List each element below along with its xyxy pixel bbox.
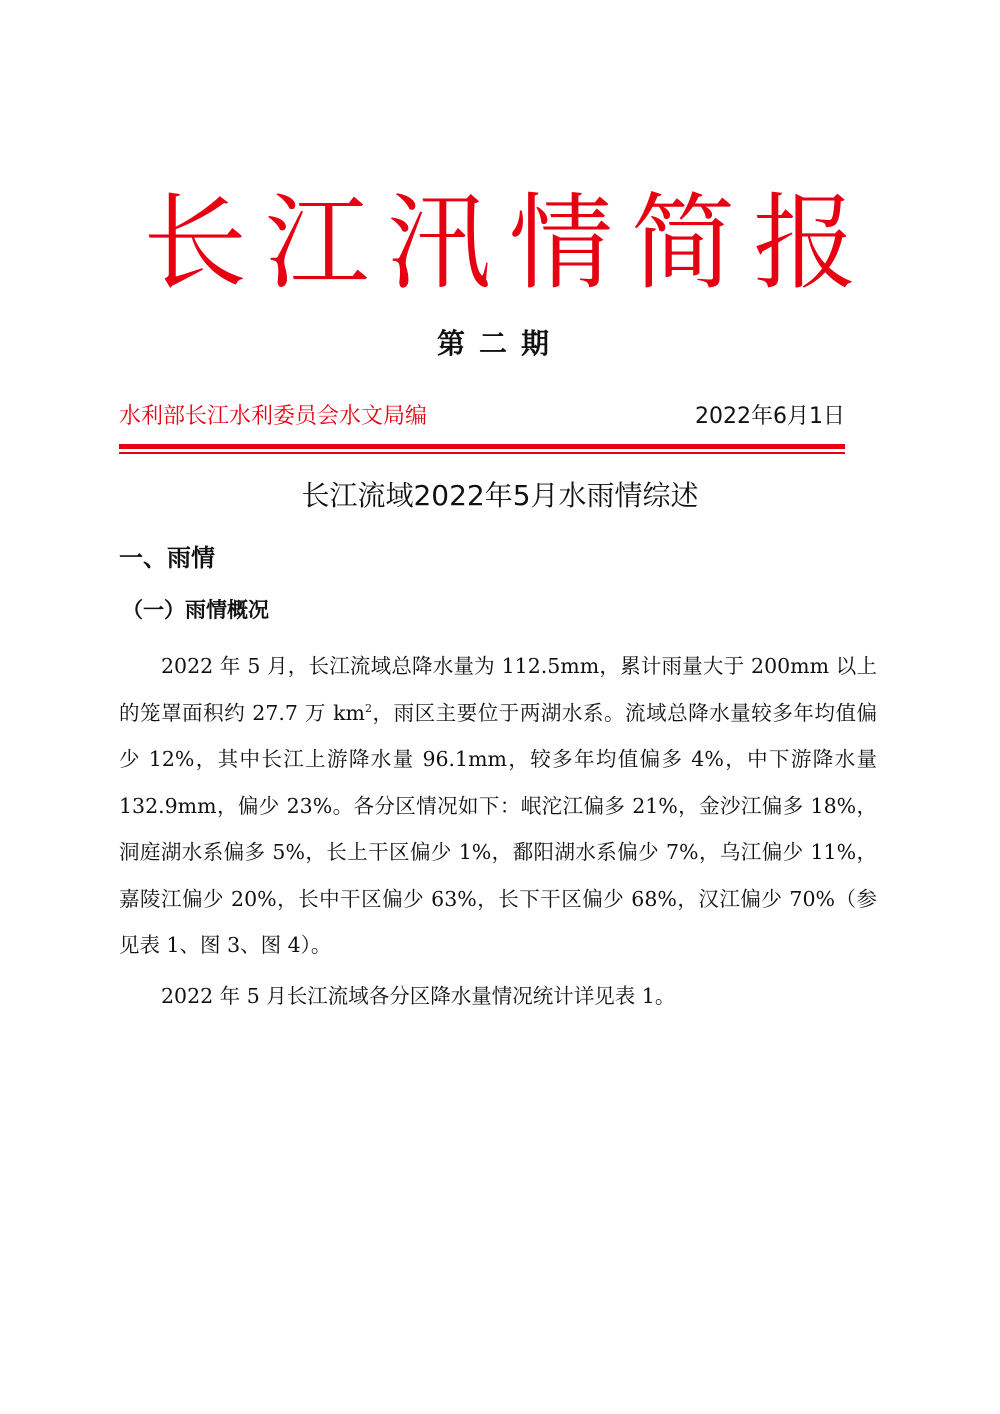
issue-number — [0, 322, 1000, 366]
body-paragraph-1 — [119, 643, 877, 969]
issue-number-text: 第二期 — [436, 327, 563, 360]
section-heading: 一、雨情 — [119, 544, 215, 572]
body-paragraph-2: 2022 年 5 月长江流域各分区降水量情况统计详见表 1。 — [161, 984, 676, 1008]
red-divider-thin — [119, 452, 845, 454]
subsection-heading: （一）雨情概况 — [122, 598, 269, 622]
publisher: 水利部长江水利委员会水文局编 — [119, 404, 428, 429]
publisher-row — [119, 398, 845, 438]
publish-date: 2022年6月1日 — [695, 404, 845, 429]
superscript-2: 2 — [364, 701, 372, 715]
red-divider — [119, 444, 845, 456]
paragraph-1-part-1: 2022 年 5 月，长江流域总降水量为 112.5mm，累计雨量大于 200mm 以上的笼罩面积约 27.7 万 km — [119, 654, 877, 725]
paragraph-1-part-2: ，雨区主要位于两湖水系。流域总降水量较多年均值偏少 12%，其中长江上游降水量 96.1mm，较多年均值偏多 4%，中下游降水量 132.9mm，偏少 23%。各分区情况如下：岷沱江偏多 21%，金沙江偏多 18%，洞庭湖水系偏多 5%，长上干区偏少 1%，鄱阳湖水系偏少 7%，乌江偏少 11%，嘉陵江偏少 20%，长中干区偏少 63%，长下干区偏少 68%，汉江偏少 70%（参见表 1、图 3、图 4）。 — [119, 700, 877, 957]
article-title: 长江流域2022年5月水雨情综述 — [301, 479, 699, 512]
masthead-title: 长江汛情简报 — [142, 182, 875, 304]
red-divider-thick — [119, 444, 845, 449]
